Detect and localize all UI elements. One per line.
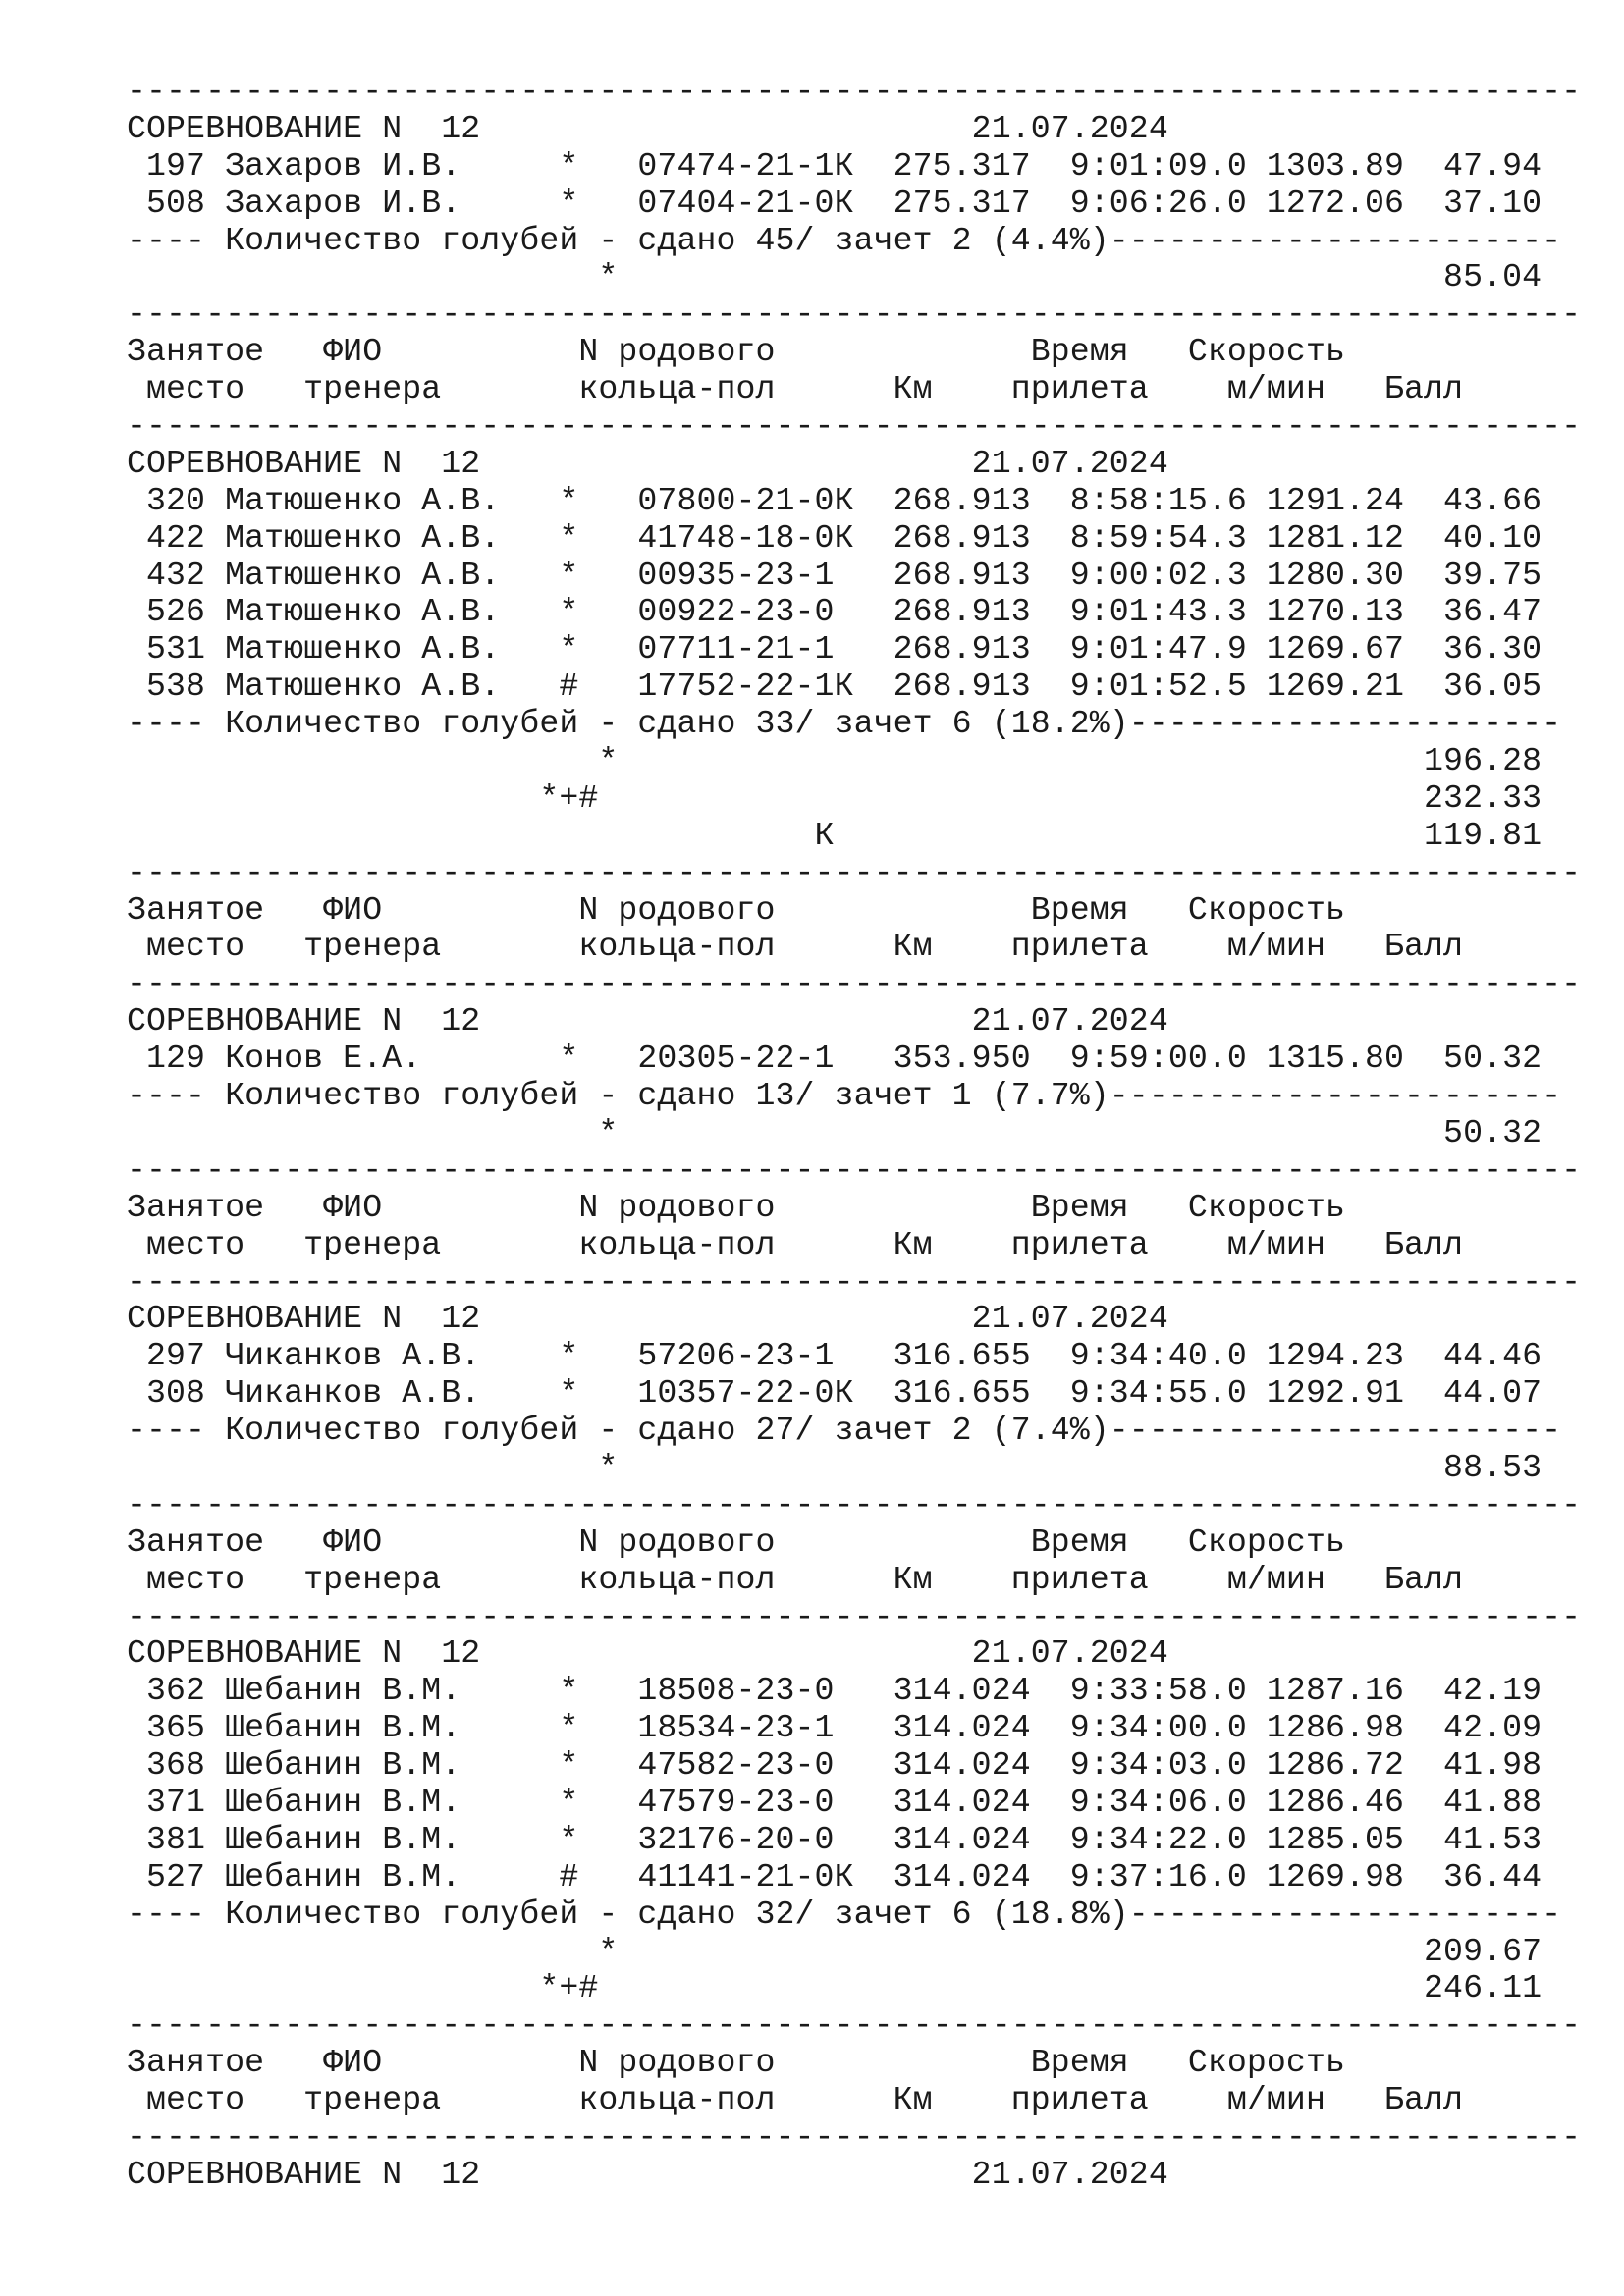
separator-line: -------------------------------------------------------------------------- (127, 2117, 1582, 2156)
result-row: 308 Чиканков А.В. * 10357-22-0К 316.655 9:34:55.0 1292.91 44.07 (127, 1374, 1543, 1413)
competition-header: СОРЕВНОВАНИЕ N 12 21.07.2024 (127, 2155, 1168, 2193)
column-header-row-1: Занятое ФИО N родового Время Скорость (127, 2044, 1345, 2082)
summary-line: ---- Количество голубей - сдано 13/ зачет 1 (7.7%)----------------------- (127, 1077, 1562, 1115)
result-row: 362 Шебанин В.М. * 18508-23-0 314.024 9:33:58.0 1287.16 42.19 (127, 1672, 1543, 1710)
result-row: 527 Шебанин В.М. # 41141-21-0К 314.024 9:37:16.0 1269.98 36.44 (127, 1857, 1543, 1896)
separator-line: -------------------------------------------------------------------------- (127, 295, 1582, 334)
summary-line: ---- Количество голубей - сдано 32/ зачет 6 (18.8%)---------------------- (127, 1895, 1562, 1933)
column-header-row-2: место тренера кольца-пол Км прилета м/мин Балл (127, 2081, 1464, 2119)
competition-header: СОРЕВНОВАНИЕ N 12 21.07.2024 (127, 1002, 1168, 1041)
total-line: * 196.28 (127, 742, 1543, 780)
separator-line: -------------------------------------------------------------------------- (127, 407, 1582, 446)
result-row: 129 Конов Е.А. * 20305-22-1 353.950 9:59:00.0 1315.80 50.32 (127, 1040, 1543, 1078)
result-row: 432 Матюшенко А.В. * 00935-23-1 268.913 9:00:02.3 1280.30 39.75 (127, 556, 1543, 594)
total-line: *+# 246.11 (127, 1969, 1543, 2007)
result-row: 381 Шебанин В.М. * 32176-20-0 314.024 9:34:22.0 1285.05 41.53 (127, 1820, 1543, 1858)
result-row: 197 Захаров И.В. * 07474-21-1К 275.317 9:01:09.0 1303.89 47.94 (127, 146, 1543, 185)
summary-line: ---- Количество голубей - сдано 27/ зачет 2 (7.4%)----------------------- (127, 1412, 1562, 1450)
competition-header: СОРЕВНОВАНИЕ N 12 21.07.2024 (127, 1634, 1168, 1673)
result-row: 526 Матюшенко А.В. * 00922-23-0 268.913 9:01:43.3 1270.13 36.47 (127, 593, 1543, 631)
separator-line: -------------------------------------------------------------------------- (127, 1262, 1582, 1301)
column-header-row-1: Занятое ФИО N родового Время Скорость (127, 890, 1345, 929)
competition-header: СОРЕВНОВАНИЕ N 12 21.07.2024 (127, 444, 1168, 482)
result-row: 508 Захаров И.В. * 07404-21-0К 275.317 9:06:26.0 1272.06 37.10 (127, 184, 1543, 222)
separator-line: -------------------------------------------------------------------------- (127, 2006, 1582, 2045)
result-row: 365 Шебанин В.М. * 18534-23-1 314.024 9:34:00.0 1286.98 42.09 (127, 1709, 1543, 1747)
total-line: * 88.53 (127, 1448, 1543, 1486)
total-line: К 119.81 (127, 816, 1543, 854)
separator-line: -------------------------------------------------------------------------- (127, 1597, 1582, 1635)
total-line: *+# 232.33 (127, 778, 1543, 817)
result-row: 531 Матюшенко А.В. * 07711-21-1 268.913 9:01:47.9 1269.67 36.30 (127, 630, 1543, 668)
competition-header: СОРЕВНОВАНИЕ N 12 21.07.2024 (127, 1300, 1168, 1338)
separator-line: -------------------------------------------------------------------------- (127, 1485, 1582, 1523)
separator-line: -------------------------------------------------------------------------- (127, 853, 1582, 891)
result-row: 368 Шебанин В.М. * 47582-23-0 314.024 9:34:03.0 1286.72 41.98 (127, 1746, 1543, 1785)
results-printout (127, 74, 1581, 2194)
column-header-row-1: Занятое ФИО N родового Время Скорость (127, 333, 1345, 371)
total-line: * 209.67 (127, 1932, 1543, 1970)
summary-line: ---- Количество голубей - сдано 45/ зачет 2 (4.4%)----------------------- (127, 221, 1562, 259)
result-row: 371 Шебанин В.М. * 47579-23-0 314.024 9:34:06.0 1286.46 41.88 (127, 1783, 1543, 1821)
column-header-row-1: Занятое ФИО N родового Время Скорость (127, 1522, 1345, 1561)
result-row: 422 Матюшенко А.В. * 41748-18-0К 268.913 8:59:54.3 1281.12 40.10 (127, 518, 1543, 557)
separator-line: -------------------------------------------------------------------------- (127, 965, 1582, 1003)
column-header-row-2: место тренера кольца-пол Км прилета м/мин Балл (127, 928, 1464, 966)
result-row: 320 Матюшенко А.В. * 07800-21-0К 268.913 8:58:15.6 1291.24 43.66 (127, 481, 1543, 519)
separator-line: -------------------------------------------------------------------------- (127, 73, 1582, 110)
summary-line: ---- Количество голубей - сдано 33/ зачет 6 (18.2%)---------------------- (127, 705, 1562, 743)
column-header-row-2: место тренера кольца-пол Км прилета м/мин Балл (127, 1225, 1464, 1263)
column-header-row-2: место тренера кольца-пол Км прилета м/мин Балл (127, 370, 1464, 408)
column-header-row-1: Занятое ФИО N родового Время Скорость (127, 1188, 1345, 1226)
competition-header: СОРЕВНОВАНИЕ N 12 21.07.2024 (127, 109, 1168, 147)
separator-line: -------------------------------------------------------------------------- (127, 1150, 1582, 1189)
result-row: 297 Чиканков А.В. * 57206-23-1 316.655 9:34:40.0 1294.23 44.46 (127, 1337, 1543, 1375)
column-header-row-2: место тренера кольца-пол Км прилета м/мин Балл (127, 1560, 1464, 1598)
result-row: 538 Матюшенко А.В. # 17752-22-1К 268.913 9:01:52.5 1269.21 36.05 (127, 667, 1543, 706)
total-line: * 85.04 (127, 258, 1543, 296)
total-line: * 50.32 (127, 1113, 1543, 1151)
